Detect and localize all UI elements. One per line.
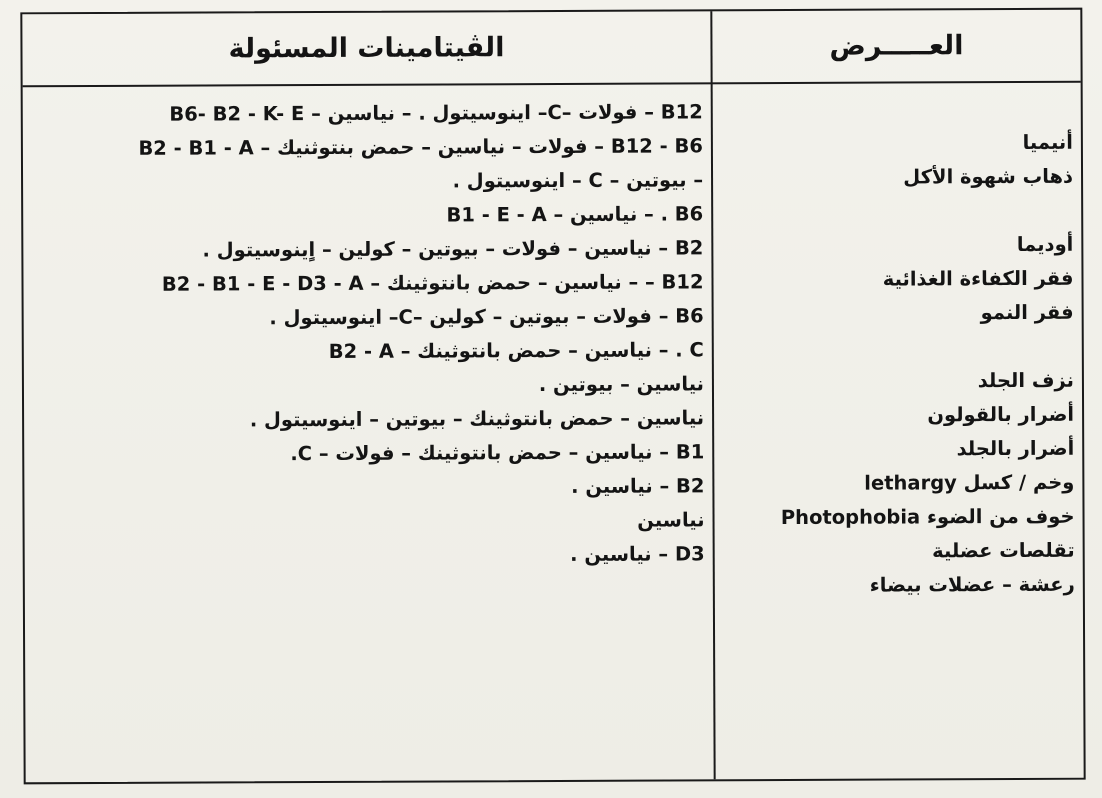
symptom-item: نزف الجلد xyxy=(977,368,1074,393)
vitamin-row: B12 – فولات –C– اينوسيتول . – نياسين – B6- B2 - K- E xyxy=(169,100,703,126)
vitamin-row: B1 – نياسين – حمض بانتوثينك – فولات – C. xyxy=(290,440,705,466)
symptom-item: أضرار بالجلد xyxy=(956,436,1075,461)
vitamin-row: نياسين – حمض بانتوثينك – بيوتين – اينوسيتول . xyxy=(249,406,705,432)
symptom-item: خوف من الضوء Photophobia xyxy=(780,504,1075,530)
vitamin-row: D3 – نياسين . xyxy=(570,542,705,566)
symptom-item: وخم / كسل lethargy xyxy=(864,470,1075,495)
vitamin-row: – بيوتين – C – اينوسيتول . xyxy=(452,168,704,193)
vitamin-row: B12 - B6 – فولات – نياسين – حمض بنتوثنيك – B2 - B1 - A xyxy=(138,134,703,160)
column-divider xyxy=(710,11,715,779)
symptom-item: أوديما xyxy=(1016,232,1074,256)
vitamins-column xyxy=(29,95,705,574)
symptom-item: أضرار بالقولون xyxy=(927,402,1075,427)
vitamin-row: نياسين xyxy=(637,508,705,532)
symptom-item xyxy=(717,194,1073,230)
symptom-item: فقر النمو xyxy=(980,300,1074,325)
vitamin-row: B2 – نياسين – فولات – بيوتين – كولين – اٍينوسيتول . xyxy=(202,236,704,262)
symptoms-column xyxy=(717,92,1075,604)
symptom-item: فقر الكفاءة الغذائية xyxy=(882,266,1074,291)
symptom-item: رعشة – عضلات بيضاء xyxy=(869,572,1075,597)
vitamin-deficiency-table xyxy=(20,8,1085,785)
vitamin-row: B6 – فولات – بيوتين – كولين –C– اينوسيتول . xyxy=(269,304,704,330)
symptom-item: ذهاب شهوة الأكل xyxy=(903,164,1074,189)
symptom-item: تقلصات عضلية xyxy=(932,538,1075,563)
vitamin-row: B2 – نياسين . xyxy=(571,474,705,498)
symptom-item xyxy=(718,330,1074,366)
symptom-item: أنيميا xyxy=(1022,130,1073,154)
vitamin-row: C . – نياسين – حمض بانتوثينك – B2 - A xyxy=(328,338,704,363)
vitamin-row: B12 – – نياسين – حمض بانتوثينك – B2 - B1 - E - D3 - A xyxy=(161,270,704,296)
header-symptom: العـــــرض xyxy=(829,30,964,62)
vitamin-row: B6 . – نياسين – B1 - E - A xyxy=(446,202,704,227)
header-vitamins: الڤيتامينات المسئولة xyxy=(228,32,505,65)
vitamin-row: نياسين – بيوتين . xyxy=(538,372,704,397)
